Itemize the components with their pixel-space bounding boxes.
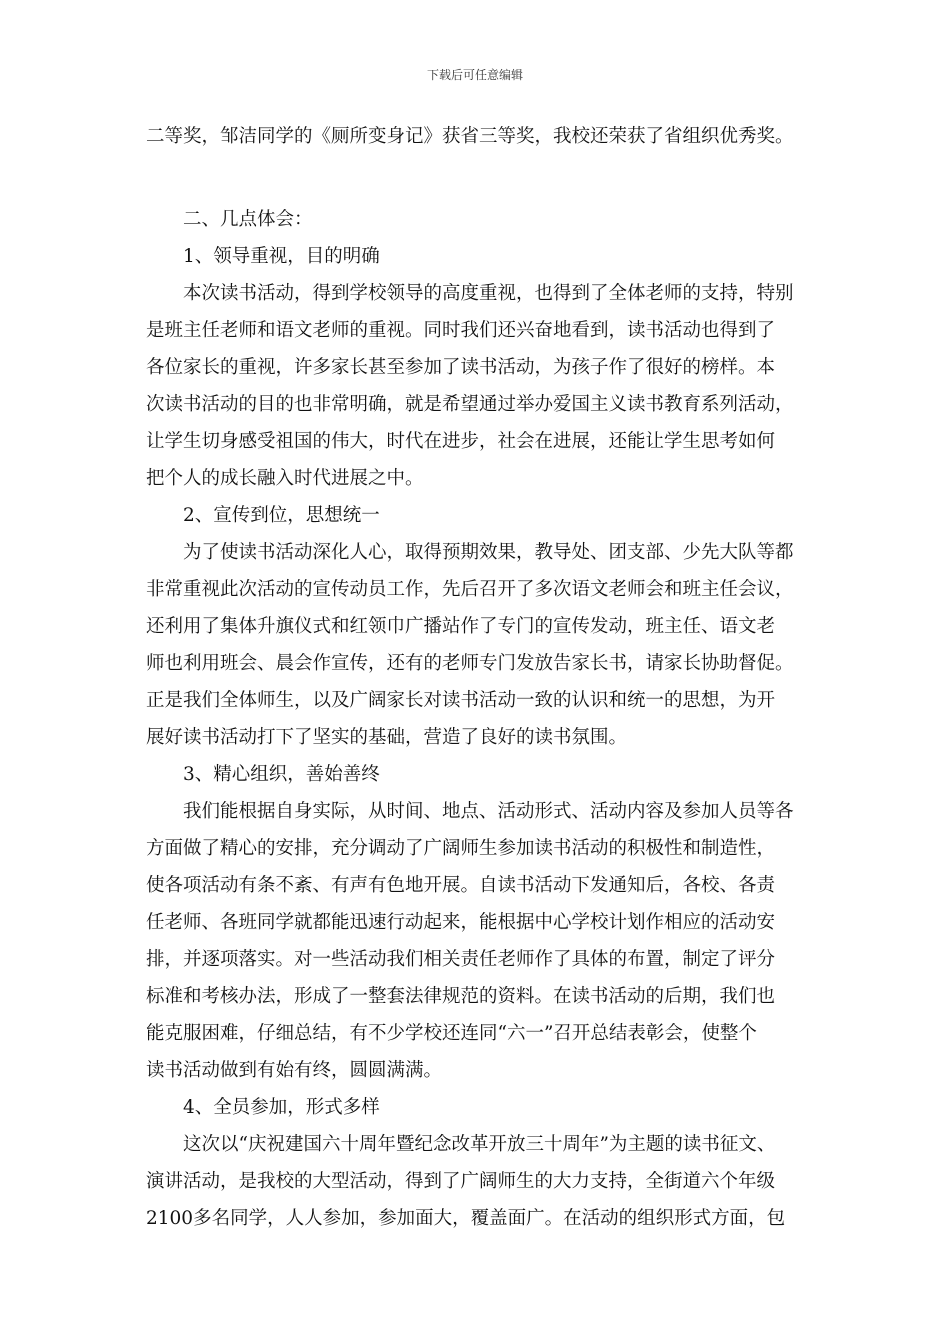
paragraph-line: 标准和考核办法，形成了一整套法律规范的资料。在读书活动的后期，我们也 — [146, 986, 776, 1007]
paragraph-line: 还利用了集体升旗仪式和红领巾广播站作了专门的宣传发动，班主任、语文老 — [146, 616, 776, 637]
paragraph-line: 为了使读书活动深化人心，取得预期效果，教导处、团支部、少先大队等都 — [183, 542, 794, 563]
paragraph-line: 师也利用班会、晨会作宣传，还有的老师专门发放告家长书，请家长协助督促。 — [146, 653, 794, 674]
paragraph-line: 使各项活动有条不紊、有声有色地开展。自读书活动下发通知后，各校、各责 — [146, 875, 776, 896]
paragraph-gap — [146, 155, 818, 201]
paragraph-line: 方面做了精心的安排，充分调动了广阔师生参加读书活动的积极性和制造性， — [146, 838, 776, 859]
paragraph-line: 演讲活动，是我校的大型活动，得到了广阔师生的大力支持，全街道六个年级 — [146, 1171, 776, 1192]
paragraph-line: 能克服困难，仔细总结，有不少学校还连同“六一”召开总结表彰会，使整个 — [146, 1023, 757, 1044]
paragraph-line: 任老师、各班同学就都能迅速行动起来，能根据中心学校计划作相应的活动安 — [146, 912, 776, 933]
paragraph-line: 正是我们全体师生，以及广阔家长对读书活动一致的认识和统一的思想，为开 — [146, 690, 776, 711]
paragraph-line: 把个人的成长融入时代进展之中。 — [146, 468, 424, 489]
section-heading: 二、几点体会： — [183, 209, 313, 230]
paragraph-line: 非常重视此次活动的宣传动员工作，先后召开了多次语文老师会和班主任会议， — [146, 579, 794, 600]
paragraph-line: 是班主任老师和语文老师的重视。同时我们还兴奋地看到，读书活动也得到了 — [146, 320, 776, 341]
paragraph-line: 次读书活动的目的也非常明确，就是希望通过举办爱国主义读书教育系列活动， — [146, 394, 794, 415]
paragraph-line: 2100多名同学，人人参加，参加面大，覆盖面广。在活动的组织形式方面，包 — [146, 1208, 786, 1229]
paragraph-line: 这次以“庆祝建国六十周年暨纪念改革开放三十周年”为主题的读书征文、 — [183, 1134, 776, 1155]
paragraph-line: 二等奖，邹洁同学的《厕所变身记》获省三等奖，我校还荣获了省组织优秀奖。 — [146, 126, 794, 147]
paragraph-line: 我们能根据自身实际，从时间、地点、活动形式、活动内容及参加人员等各 — [183, 801, 794, 822]
subsection-heading: 1、领导重视，目的明确 — [183, 246, 380, 267]
paragraph-line: 本次读书活动，得到学校领导的高度重视，也得到了全体老师的支持，特别 — [183, 283, 794, 304]
header-note: 下载后可任意编辑 — [426, 68, 523, 82]
subsection-heading: 4、全员参加，形式多样 — [183, 1097, 380, 1118]
paragraph-line: 读书活动做到有始有终，圆圆满满。 — [146, 1060, 443, 1081]
paragraph-line: 让学生切身感受祖国的伟大，时代在进步，社会在进展，还能让学生思考如何 — [146, 431, 776, 452]
document-body — [146, 118, 818, 1237]
subsection-heading: 2、宣传到位，思想统一 — [183, 505, 380, 526]
paragraph-line: 排，并逐项落实。对一些活动我们相关责任老师作了具体的布置，制定了评分 — [146, 949, 776, 970]
subsection-heading: 3、精心组织，善始善终 — [183, 764, 380, 785]
paragraph-line: 各位家长的重视，许多家长甚至参加了读书活动，为孩子作了很好的榜样。本 — [146, 357, 776, 378]
paragraph-line: 展好读书活动打下了坚实的基础，营造了良好的读书氛围。 — [146, 727, 628, 748]
